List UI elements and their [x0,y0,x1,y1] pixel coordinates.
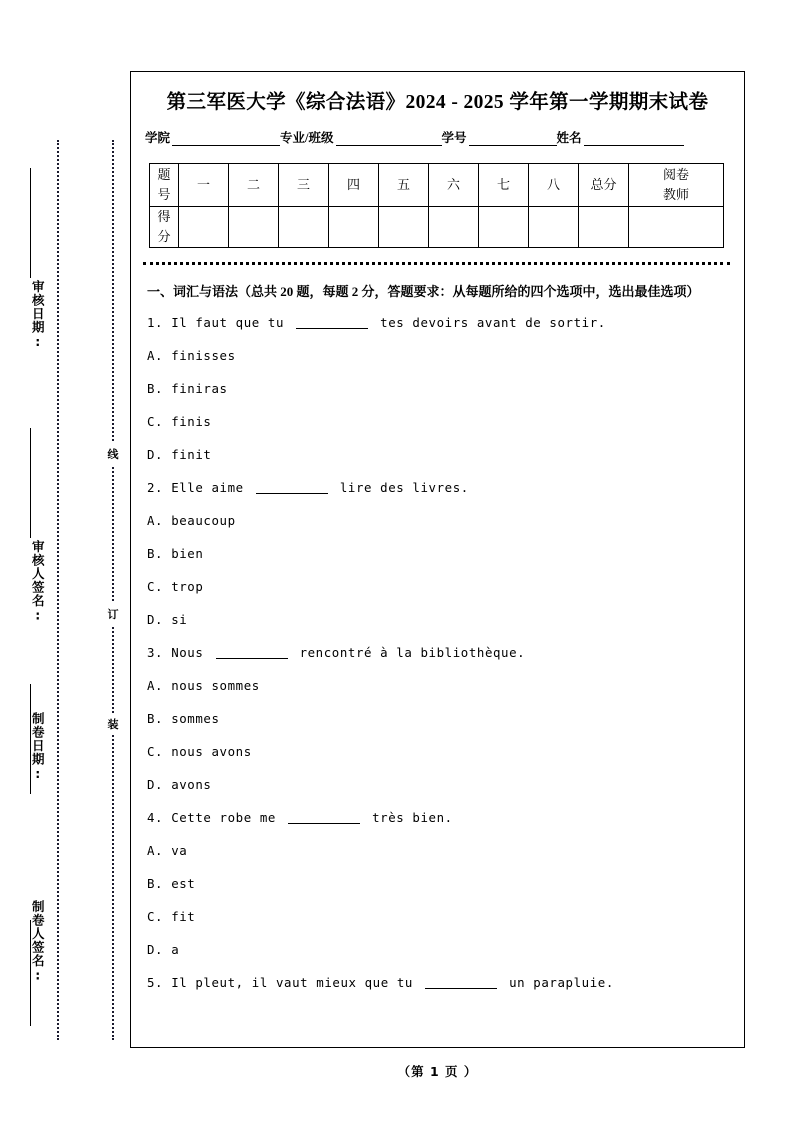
option-letter: D. [147,942,164,957]
exam-title: 第三军医大学《综合法语》2024 - 2025 学年第一学期期末试卷 [166,92,709,113]
option-1-a[interactable] [147,348,726,364]
question-text-after-5: un parapluie. [509,975,614,990]
question-text-before-3: Nous [171,645,204,660]
option-4-a[interactable] [147,843,726,859]
question-stem-3 [147,645,726,661]
exam-body [147,281,726,991]
question-text-after-4: très bien. [372,810,453,825]
option-text: trop [171,579,204,594]
field-college [145,128,280,146]
question-number-5: 5. [147,975,164,990]
option-4-c[interactable] [147,909,726,925]
score-cell-7[interactable] [479,207,529,248]
question-text-before-1: Il faut que tu [171,315,285,330]
reviewer-signature-label: 审核人签名: [30,540,46,624]
option-letter: C. [147,414,164,429]
question-text-before-5: Il pleut, il vaut mieux que tu [171,975,413,990]
option-1-b[interactable] [147,381,726,397]
score-col-header-6: 六 [429,164,479,207]
score-col-header-7: 七 [479,164,529,207]
score-col-header-4: 四 [329,164,379,207]
answer-blank-3[interactable] [216,658,288,659]
option-4-b[interactable] [147,876,726,892]
field-name [557,128,684,146]
reviewer-signature-line [30,428,31,538]
option-letter: B. [147,546,164,561]
question-stem-1 [147,315,726,331]
option-3-c[interactable] [147,744,726,760]
option-2-c[interactable] [147,579,726,595]
score-cell-8[interactable] [529,207,579,248]
score-col-header-grader: 阅卷 教师 [629,164,724,207]
option-4-d[interactable] [147,942,726,958]
option-text: nous avons [171,744,252,759]
option-letter: D. [147,612,164,627]
score-cell-4[interactable] [329,207,379,248]
option-text: bien [171,546,204,561]
option-text: finis [171,414,212,429]
question-stem-4 [147,810,726,826]
option-letter: B. [147,711,164,726]
option-letter: C. [147,909,164,924]
paper-maker-signature-label: 制卷人签名: [30,900,46,984]
field-college-label: 学院 [145,131,171,145]
option-1-c[interactable] [147,414,726,430]
score-col-header-5: 五 [379,164,429,207]
option-text: finisses [171,348,236,363]
question-text-after-2: lire des livres. [339,480,469,495]
field-college-input[interactable] [172,132,280,146]
option-letter: B. [147,381,164,396]
score-table-header-row [150,164,724,207]
binding-dotted-line-inner [112,140,114,1040]
option-text: est [171,876,196,891]
option-letter: A. [147,513,164,528]
student-info-fields [145,128,730,146]
option-text: nous sommes [171,678,260,693]
question-number-2: 2. [147,480,164,495]
option-text: si [171,612,188,627]
score-col-header-8: 八 [529,164,579,207]
field-major-class-label: 专业/班级 [280,131,334,145]
option-2-a[interactable] [147,513,726,529]
field-student-id-label: 学号 [441,131,467,145]
field-student-id [442,128,557,146]
binding-sidebar [0,0,128,1122]
field-student-id-input[interactable] [469,132,557,146]
sidebar-block-paper-made-date [14,712,60,787]
sidebar-block-reviewer-signature [14,540,60,629]
score-col-header-3: 三 [279,164,329,207]
fold-mark-zhuang: 装 [103,713,123,735]
option-text: finiras [171,381,228,396]
question-text-before-4: Cette robe me [171,810,276,825]
paper-made-date-label: 制卷日期: [30,712,46,782]
section-heading-1: 一、词汇与语法（总共 20 题，每题 2 分，答题要求：从每题所给的四个选项中，选出最佳选项） [147,284,700,299]
field-major-class-input[interactable] [336,132,442,146]
sidebar-block-review-date [14,280,60,355]
option-1-d[interactable] [147,447,726,463]
answer-blank-1[interactable] [296,328,368,329]
option-3-a[interactable] [147,678,726,694]
row-header-question-number: 题 号 [150,164,179,207]
option-letter: A. [147,843,164,858]
answer-blank-4[interactable] [288,823,360,824]
option-2-b[interactable] [147,546,726,562]
answer-blank-5[interactable] [425,988,497,989]
row-header-score: 得 分 [150,207,179,248]
option-text: a [171,942,180,957]
field-name-label: 姓名 [556,131,582,145]
field-major-class [280,128,441,146]
option-letter: A. [147,678,164,693]
option-letter: D. [147,777,164,792]
score-table [149,163,724,248]
question-text-before-2: Elle aime [171,480,244,495]
score-table-value-row [150,207,724,248]
field-name-input[interactable] [584,132,684,146]
option-2-d[interactable] [147,612,726,628]
exam-paper-frame [130,71,745,1048]
question-number-3: 3. [147,645,164,660]
score-cell-6[interactable] [429,207,479,248]
score-table-container [149,163,724,248]
question-text-after-1: tes devoirs avant de sortir. [380,315,606,330]
score-cell-3[interactable] [279,207,329,248]
score-cell-5[interactable] [379,207,429,248]
option-3-b[interactable] [147,711,726,727]
review-date-line [30,168,31,278]
question-text-after-3: rencontré à la bibliothèque. [299,645,526,660]
option-text: va [171,843,188,858]
score-cell-1[interactable] [179,207,229,248]
option-text: fit [171,909,196,924]
question-stem-5 [147,975,726,991]
answer-blank-2[interactable] [256,493,328,494]
option-text: sommes [171,711,220,726]
score-cell-2[interactable] [229,207,279,248]
option-letter: C. [147,744,164,759]
question-stem-2 [147,480,726,496]
section-separator [143,262,730,265]
sidebar-block-paper-maker-signature [14,900,60,989]
question-number-1: 1. [147,315,164,330]
review-date-label: 审核日期: [30,280,46,350]
score-col-header-1: 一 [179,164,229,207]
score-col-header-total: 总分 [579,164,629,207]
option-letter: B. [147,876,164,891]
option-text: finit [171,447,212,462]
option-3-d[interactable] [147,777,726,793]
question-number-4: 4. [147,810,164,825]
score-col-header-2: 二 [229,164,279,207]
option-text: avons [171,777,212,792]
fold-mark-xian: 线 [103,443,123,465]
option-letter: A. [147,348,164,363]
option-letter: C. [147,579,164,594]
fold-mark-ding: 订 [103,603,123,625]
option-text: beaucoup [171,513,236,528]
score-cell-grader[interactable] [629,207,724,248]
page-footer: （第 1 页 ） [397,1064,478,1079]
option-letter: D. [147,447,164,462]
score-cell-total[interactable] [579,207,629,248]
